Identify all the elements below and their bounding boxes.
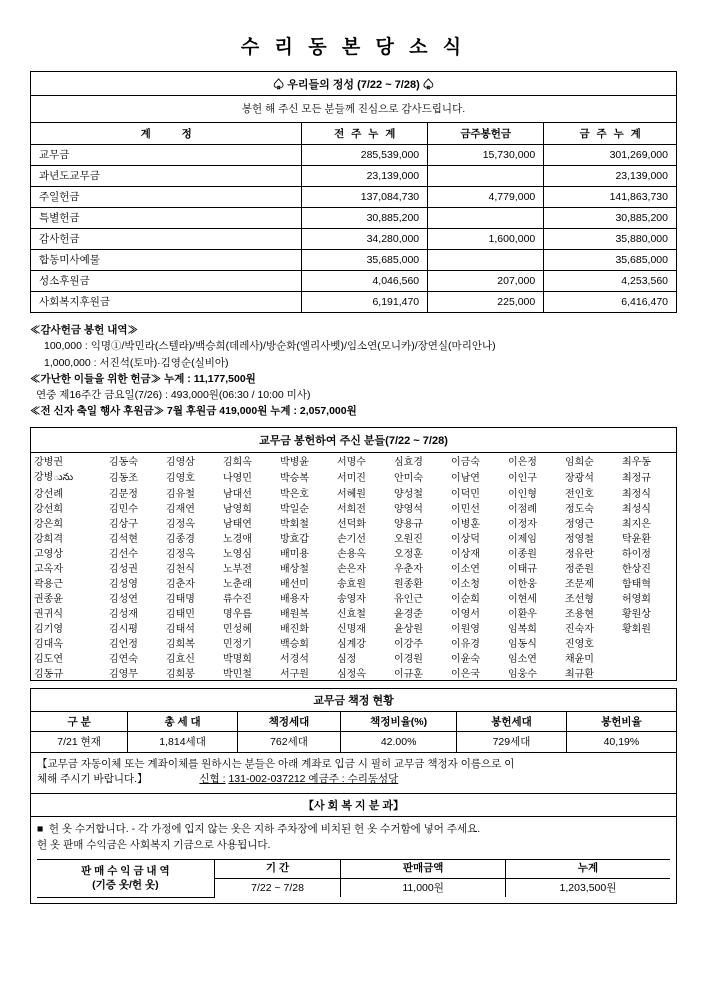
name-cell: 임웅수 [507, 668, 537, 680]
name-cell: 이영서 [450, 608, 480, 620]
table-row [31, 635, 676, 650]
table-header-row [31, 712, 676, 732]
name-cell: 정영철 [564, 533, 594, 545]
name-cell: 황원상 [621, 608, 651, 620]
name-cell: 임희순 [564, 456, 594, 468]
policy-title: 교무금 책정 현황 [31, 689, 676, 712]
table-row [31, 590, 676, 605]
cell-period: 7/22 ~ 7/28 [214, 878, 341, 897]
name-cell: 이은정 [507, 456, 537, 468]
column-header-total-households: 총 세 대 [128, 712, 238, 732]
name-cell: 임복희 [507, 623, 537, 635]
name-cell: 김상구 [108, 518, 138, 530]
name-cell: 김영호 [165, 472, 195, 484]
name-cell: 오정훈 [393, 548, 423, 560]
name-cell: 조문제 [564, 578, 594, 590]
name-cell: 조용현 [564, 608, 594, 620]
name-cell: 양성철 [393, 488, 423, 500]
name-cell: 조선형 [564, 593, 594, 605]
name-cell: 박은호 [279, 488, 309, 500]
welfare-section-body [30, 817, 677, 904]
cell-assessed-rate: 42.00% [341, 732, 457, 752]
cell-total: 301,269,000 [544, 144, 676, 165]
name-cell: 허영회 [621, 593, 651, 605]
sale-row-label-line-1: 판 매 수 익 금 내 역 [81, 864, 170, 877]
cell-prev: 6,191,470 [302, 291, 428, 312]
name-cell: 이은국 [450, 668, 480, 680]
cell-prev: 23,139,000 [302, 165, 428, 186]
name-cell: 박명희 [222, 653, 252, 665]
name-cell: 이소연 [450, 563, 480, 575]
name-cell: 백승회 [279, 638, 309, 650]
square-bullet-icon: ■ [37, 823, 44, 836]
name-cell: 이상재 [450, 548, 480, 560]
name-cell: 배선미 [279, 578, 309, 590]
name-cell: 이정자 [507, 518, 537, 530]
name-cell: 최성식 [621, 503, 651, 515]
welfare-notice-text-1: 헌 옷 수거합니다. - 각 가정에 입지 않는 옷은 지하 주차장에 비치된 헌 옷 수거함에 넣어 주세요. [48, 823, 481, 836]
cell-label: 합동미사예물 [31, 249, 302, 270]
table-row [31, 144, 676, 165]
table-row [31, 270, 676, 291]
name-cell: 박병윤 [279, 456, 309, 468]
name-cell: 방효갑 [279, 533, 309, 545]
cell-week: 4,779,000 [428, 186, 544, 207]
name-cell: 황회원 [621, 623, 651, 635]
table-row [31, 500, 676, 515]
name-cell: 김희복 [165, 638, 195, 650]
cell-offering-rate: 40,19% [566, 732, 676, 752]
cell-assessed-households: 762세대 [237, 732, 340, 752]
name-cell: 김연숙 [108, 653, 138, 665]
feast-support-heading: ≪전 신자 축일 행사 후원금≫ 7월 후원금 419,000원 누계 : 2,057,000원 [30, 405, 357, 418]
name-cell: 이원영 [450, 623, 480, 635]
name-cell: 김민수 [108, 503, 138, 515]
name-cell: 류수진 [222, 593, 252, 605]
name-cell: 최우동 [621, 456, 651, 468]
cell-prev: 137,084,730 [302, 186, 428, 207]
name-cell: 김영삼 [165, 456, 195, 468]
name-cell: 김기영 [34, 623, 63, 635]
cell-total: 23,139,000 [544, 165, 676, 186]
name-cell: 강은희 [34, 518, 63, 530]
name-cell: 김희옥 [222, 456, 252, 468]
name-cell: 이인구 [507, 472, 537, 484]
name-cell: 손은자 [336, 563, 366, 575]
cell-week: 225,000 [428, 291, 544, 312]
cell-total: 141,863,730 [544, 186, 676, 207]
name-cell: 김춘자 [165, 578, 195, 590]
name-cell: 이병훈 [450, 518, 480, 530]
name-cell: 손용옥 [336, 548, 366, 560]
name-cell: 서미진 [336, 472, 366, 484]
name-cell: 최정식 [621, 488, 651, 500]
autopay-account-number: 131-002-037212 예금주 : 수리동성당 [228, 773, 399, 786]
column-header-cumulative: 누계 [505, 859, 670, 878]
table-row [31, 186, 676, 207]
name-cell: 이금숙 [450, 456, 480, 468]
name-cell: 이강주 [393, 638, 423, 650]
column-header-week: 금주봉헌금 [428, 123, 544, 144]
table-row [31, 560, 676, 575]
name-cell: 박회철 [279, 518, 309, 530]
name-cell: 김석현 [108, 533, 138, 545]
name-cell: 김천식 [165, 563, 195, 575]
table-row [31, 453, 676, 468]
cell-week: 15,730,000 [428, 144, 544, 165]
contributor-names-section [30, 427, 677, 681]
name-cell: 김성재 [108, 608, 138, 620]
name-cell: 정영근 [564, 518, 594, 530]
name-cell: 이유경 [450, 638, 480, 650]
name-cell: 곽용근 [34, 578, 63, 590]
name-cell: 배상철 [279, 563, 309, 575]
welfare-notice-line-1 [37, 821, 670, 837]
table-row [31, 228, 676, 249]
name-cell: 심정옥 [336, 668, 366, 680]
name-cell: 심정 [336, 653, 357, 665]
cell-prev: 35,685,000 [302, 249, 428, 270]
name-cell: 노영심 [222, 548, 252, 560]
table-header-row [31, 123, 676, 144]
name-cell: 노부전 [222, 563, 252, 575]
name-cell: 손기선 [336, 533, 366, 545]
column-header-sale-amount: 판매금액 [341, 859, 506, 878]
notes-section [30, 322, 677, 420]
name-cell: 배미용 [279, 548, 309, 560]
name-cell: 이순희 [450, 593, 480, 605]
name-cell: 원종환 [393, 578, 423, 590]
thanks-offering-line-2: 1,000,000 : 서진석(토마)·김영순(실비아) [44, 356, 229, 369]
name-cell [619, 665, 676, 680]
name-cell: 양용규 [393, 518, 423, 530]
name-cell: 박일순 [279, 503, 309, 515]
column-header-account: 계 정 [31, 123, 302, 144]
name-cell: 이상덕 [450, 533, 480, 545]
offering-banner-subtitle: 봉헌 해 주신 모든 분들께 진심으로 감사드립니다. [31, 96, 676, 123]
table-row [31, 605, 676, 620]
cell-offering-households: 729세대 [457, 732, 567, 752]
name-cell: 우춘자 [393, 563, 423, 575]
name-cell: 김효신 [165, 653, 195, 665]
cell-week [428, 249, 544, 270]
autopay-line-2: 체해 주시기 바랍니다.】 [37, 773, 148, 786]
name-cell: 김동규 [34, 668, 63, 680]
table-row [31, 545, 676, 560]
sale-row-label-line-2: (기증 옷/헌 옷) [92, 879, 159, 892]
cell-prev: 34,280,000 [302, 228, 428, 249]
name-cell: 채윤미 [564, 653, 594, 665]
name-cell: 유인근 [393, 593, 423, 605]
name-cell: 배원복 [279, 608, 309, 620]
name-cell: 송효원 [336, 578, 366, 590]
name-cell: 강병ును [34, 471, 74, 483]
contributor-names-table [31, 453, 676, 680]
table-row [31, 530, 676, 545]
cell-week [428, 165, 544, 186]
name-cell: 최지은 [621, 518, 651, 530]
name-cell: 이태규 [507, 563, 537, 575]
name-cell: 신효철 [336, 608, 366, 620]
column-header-assessed-households: 책정세대 [237, 712, 340, 732]
name-cell: 고영상 [34, 548, 63, 560]
offering-banner: ♤ 우리들의 정성 (7/22 ~ 7/28) ♤ [31, 72, 676, 96]
column-header-offering-households: 봉헌세대 [457, 712, 567, 732]
name-cell: 김희봉 [165, 668, 195, 680]
name-cell: 탁윤환 [621, 533, 651, 545]
name-cell: 김성권 [108, 563, 138, 575]
table-row [31, 620, 676, 635]
name-cell: 이덕민 [450, 488, 480, 500]
name-cell: 이점례 [507, 503, 537, 515]
name-cell: 권종윤 [34, 593, 63, 605]
name-cell: 김문정 [108, 488, 138, 500]
name-cell: 정도숙 [564, 503, 594, 515]
cell-sale-amount: 11,000원 [341, 878, 506, 897]
column-header-offering-rate: 봉헌비율 [566, 712, 676, 732]
name-cell: 김언정 [108, 638, 138, 650]
table-row [31, 291, 676, 312]
name-cell: 이환우 [507, 608, 537, 620]
name-cell: 배진화 [279, 623, 309, 635]
table-row [31, 165, 676, 186]
name-cell: 김종경 [165, 533, 195, 545]
cell-total: 35,685,000 [544, 249, 676, 270]
name-cell: 정유란 [564, 548, 594, 560]
name-cell: 노춘래 [222, 578, 252, 590]
column-header-division: 구 분 [31, 712, 128, 732]
cell-division: 7/21 현재 [31, 732, 128, 752]
thanks-offering-heading: ≪감사헌금 봉헌 내역≫ [30, 324, 138, 336]
poor-offering-heading: ≪가난한 이들을 위한 헌금≫ 누계 : 11,177,500원 [30, 372, 256, 385]
name-cell: 하이정 [621, 548, 651, 560]
offering-section [30, 71, 677, 313]
name-cell: 임소연 [507, 653, 537, 665]
name-cell: 강선례 [34, 488, 63, 500]
contributor-names-title: 교무금 봉헌하여 주신 분들(7/22 ~ 7/28) [31, 428, 676, 453]
name-cell: 이종원 [507, 548, 537, 560]
name-cell: 정준원 [564, 563, 594, 575]
name-cell: 임동식 [507, 638, 537, 650]
name-cell: 박승복 [279, 472, 309, 484]
table-row [31, 485, 676, 500]
table-row [31, 207, 676, 228]
table-row [31, 249, 676, 270]
column-header-assessed-rate: 책정비율(%) [341, 712, 457, 732]
table-row [31, 515, 676, 530]
name-cell [619, 650, 676, 665]
name-cell [619, 635, 676, 650]
name-cell: 명우름 [222, 608, 252, 620]
name-cell: 김동조 [108, 472, 138, 484]
cell-total: 30,885,200 [544, 207, 676, 228]
name-cell: 전인호 [564, 488, 594, 500]
sale-row-label [37, 859, 214, 897]
cell-prev: 30,885,200 [302, 207, 428, 228]
name-cell: 남대선 [222, 488, 252, 500]
name-cell: 이현세 [507, 593, 537, 605]
name-cell: 서구원 [279, 668, 309, 680]
cell-total: 4,253,560 [544, 270, 676, 291]
name-cell: 서희전 [336, 503, 366, 515]
cell-label: 성소후원금 [31, 270, 302, 291]
cell-total-households: 1,814세대 [128, 732, 238, 752]
name-cell: 나영민 [222, 472, 252, 484]
welfare-notice-line-2: 헌 옷 판매 수익금은 사회복지 기금으로 사용됩니다. [37, 839, 271, 852]
cell-week [428, 207, 544, 228]
column-header-period: 기 간 [214, 859, 341, 878]
name-cell: 이경원 [393, 653, 423, 665]
table-row [31, 468, 676, 485]
name-cell: 안미숙 [393, 472, 423, 484]
name-cell: 남태연 [222, 518, 252, 530]
autopay-bank-label: 신협 : [199, 773, 226, 786]
table-header-row [37, 859, 670, 878]
name-cell: 남영희 [222, 503, 252, 515]
name-cell: 김시평 [108, 623, 138, 635]
name-cell: 이한웅 [507, 578, 537, 590]
name-cell: 이소청 [450, 578, 480, 590]
name-cell: 진영호 [564, 638, 594, 650]
name-cell: 선덕화 [336, 518, 366, 530]
autopay-line-2-wrap [37, 772, 670, 788]
name-cell: 장광석 [564, 472, 594, 484]
cell-cumulative: 1,203,500원 [505, 878, 670, 897]
name-cell: 김도연 [34, 653, 63, 665]
name-cell: 김태명 [165, 593, 195, 605]
cell-label: 특별헌금 [31, 207, 302, 228]
name-cell: 진숙자 [564, 623, 594, 635]
name-cell: 윤경준 [393, 608, 423, 620]
column-header-prev-total: 전 주 누 계 [302, 123, 428, 144]
name-cell: 송영자 [336, 593, 366, 605]
name-cell: 김영무 [108, 668, 138, 680]
policy-section [30, 688, 677, 753]
name-cell: 최규환 [564, 668, 594, 680]
name-cell: 김유철 [165, 488, 195, 500]
policy-table [31, 712, 676, 752]
name-cell: 윤상원 [393, 623, 423, 635]
name-cell: 이윤숙 [450, 653, 480, 665]
column-header-total: 금 주 누 계 [544, 123, 676, 144]
name-cell: 민정기 [222, 638, 252, 650]
name-cell: 강희격 [34, 533, 63, 545]
name-cell: 박민철 [222, 668, 252, 680]
name-cell: 김성영 [108, 578, 138, 590]
name-cell: 심계강 [336, 638, 366, 650]
name-cell: 양영석 [393, 503, 423, 515]
name-cell: 김태석 [165, 623, 195, 635]
name-cell: 김선수 [108, 548, 138, 560]
name-cell: 김성연 [108, 593, 138, 605]
name-cell: 이제임 [507, 533, 537, 545]
name-cell: 권귀식 [34, 608, 63, 620]
name-cell: 김태민 [165, 608, 195, 620]
thanks-offering-line-1: 100,000 : 익명①/박민라(스텔라)/백승희(데레사)/방순화(엘리사벳)/임소연(모니카)/장연실(마리안나) [44, 340, 496, 353]
name-cell: 이규훈 [393, 668, 423, 680]
name-cell: 고옥자 [34, 563, 63, 575]
name-cell: 서명수 [336, 456, 366, 468]
welfare-section-title: 【사 회 복 지 분 과】 [30, 794, 677, 817]
name-cell: 김동숙 [108, 456, 138, 468]
sale-income-table [37, 859, 670, 898]
cell-prev: 4,046,560 [302, 270, 428, 291]
autopay-notice [30, 753, 677, 795]
poor-offering-line: 연중 제16주간 금요일(7/26) : 493,000원(06:30 / 10:00 미사) [36, 389, 311, 402]
name-cell: 이민선 [450, 503, 480, 515]
cell-total: 35,880,000 [544, 228, 676, 249]
cell-label: 감사헌금 [31, 228, 302, 249]
name-cell: 한상진 [621, 563, 651, 575]
name-cell: 강병권 [34, 456, 63, 468]
name-cell: 서혜원 [336, 488, 366, 500]
name-cell: 김정옥 [165, 518, 195, 530]
name-cell: 김정옥 [165, 548, 195, 560]
offering-table [31, 123, 676, 312]
table-row [31, 665, 676, 680]
name-cell: 오원진 [393, 533, 423, 545]
name-cell: 이남연 [450, 472, 480, 484]
name-cell: 심효경 [393, 456, 423, 468]
name-cell: 서경석 [279, 653, 309, 665]
name-cell: 강선희 [34, 503, 63, 515]
cell-label: 과년도교무금 [31, 165, 302, 186]
name-cell: 함태혁 [621, 578, 651, 590]
name-cell: 배용자 [279, 593, 309, 605]
name-cell: 최정규 [621, 472, 651, 484]
name-cell: 민성혜 [222, 623, 252, 635]
name-cell: 김대옥 [34, 638, 63, 650]
cell-label: 사회복지후원금 [31, 291, 302, 312]
table-row [31, 650, 676, 665]
cell-prev: 285,539,000 [302, 144, 428, 165]
name-cell: 신명재 [336, 623, 366, 635]
name-cell: 노경애 [222, 533, 252, 545]
autopay-line-1: 【교무금 자동이체 또는 계좌이체를 원하시는 분들은 아래 계좌로 입금 시 필히 교무금 책정자 이름으로 이 [37, 757, 515, 770]
name-cell: 이인형 [507, 488, 537, 500]
table-row [31, 575, 676, 590]
cell-total: 6,416,470 [544, 291, 676, 312]
name-cell: 김재연 [165, 503, 195, 515]
page-title: 수 리 동 본 당 소 식 [240, 37, 467, 58]
cell-week: 1,600,000 [428, 228, 544, 249]
table-row [31, 732, 676, 752]
cell-week: 207,000 [428, 270, 544, 291]
cell-label: 교무금 [31, 144, 302, 165]
cell-label: 주일헌금 [31, 186, 302, 207]
